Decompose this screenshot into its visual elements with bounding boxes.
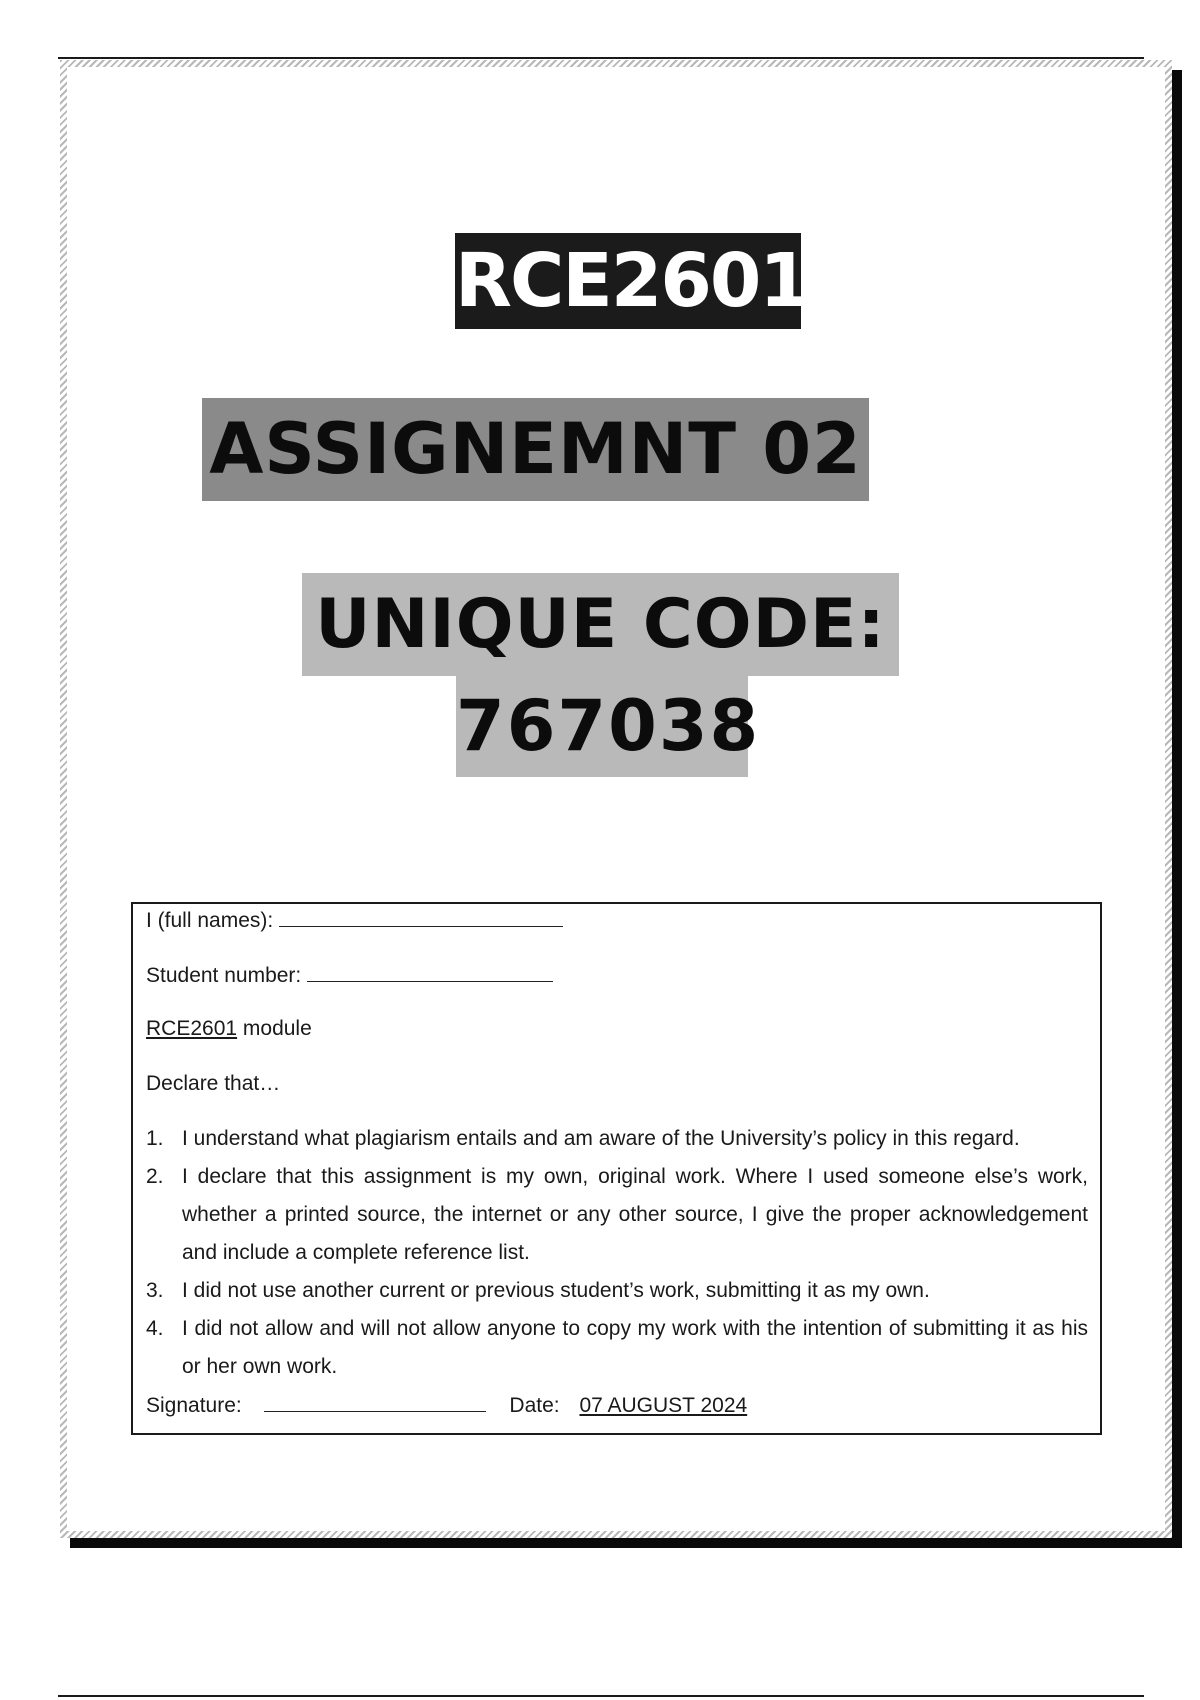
declaration-box xyxy=(131,902,1102,1435)
item-number: 3. xyxy=(146,1279,164,1302)
item-number: 2. xyxy=(146,1165,164,1188)
item-text: I understand what plagiarism entails and am aware of the University’s policy in this regard. xyxy=(182,1127,1020,1150)
full-names-line xyxy=(146,906,563,935)
unique-code-value: 767038 xyxy=(456,676,748,777)
assignment-title: ASSIGNEMNT 02 xyxy=(202,398,869,501)
student-number-line xyxy=(146,961,553,990)
declaration-list xyxy=(146,1120,1088,1386)
student-number-blank[interactable] xyxy=(307,961,553,982)
item-text: I did not allow and will not allow anyone to copy my work with the intention of submitting it as his or her own work. xyxy=(182,1317,1088,1378)
item-number: 4. xyxy=(146,1317,164,1340)
declaration-item xyxy=(146,1310,1088,1386)
signature-date-row xyxy=(146,1391,747,1420)
item-number: 1. xyxy=(146,1127,164,1150)
declaration-item xyxy=(146,1120,1088,1158)
signature-label: Signature: xyxy=(146,1394,242,1417)
bottom-rule xyxy=(58,1695,1144,1697)
declare-intro: Declare that… xyxy=(146,1072,281,1095)
unique-code-label: UNIQUE CODE: xyxy=(302,573,899,676)
item-text: I declare that this assignment is my own, original work. Where I used someone else’s work, whether a printed source, the internet or any other source, I give the proper acknowledgement and include a complete reference list. xyxy=(182,1165,1088,1264)
student-number-label: Student number: xyxy=(146,964,302,987)
full-names-label: I (full names): xyxy=(146,909,274,932)
module-code-heading: RCE2601 xyxy=(455,233,801,329)
declaration-item xyxy=(146,1158,1088,1272)
module-line xyxy=(146,1015,312,1043)
module-suffix: module xyxy=(242,1017,312,1040)
declaration-item xyxy=(146,1272,1088,1310)
full-names-blank[interactable] xyxy=(279,906,563,927)
top-rule xyxy=(58,57,1144,59)
date-label: Date: xyxy=(509,1394,560,1417)
module-code-text: RCE2601 xyxy=(146,1017,238,1040)
item-text: I did not use another current or previous student’s work, submitting it as my own. xyxy=(182,1279,930,1302)
date-value: 07 AUGUST 2024 xyxy=(579,1394,748,1417)
signature-blank[interactable] xyxy=(264,1391,486,1412)
